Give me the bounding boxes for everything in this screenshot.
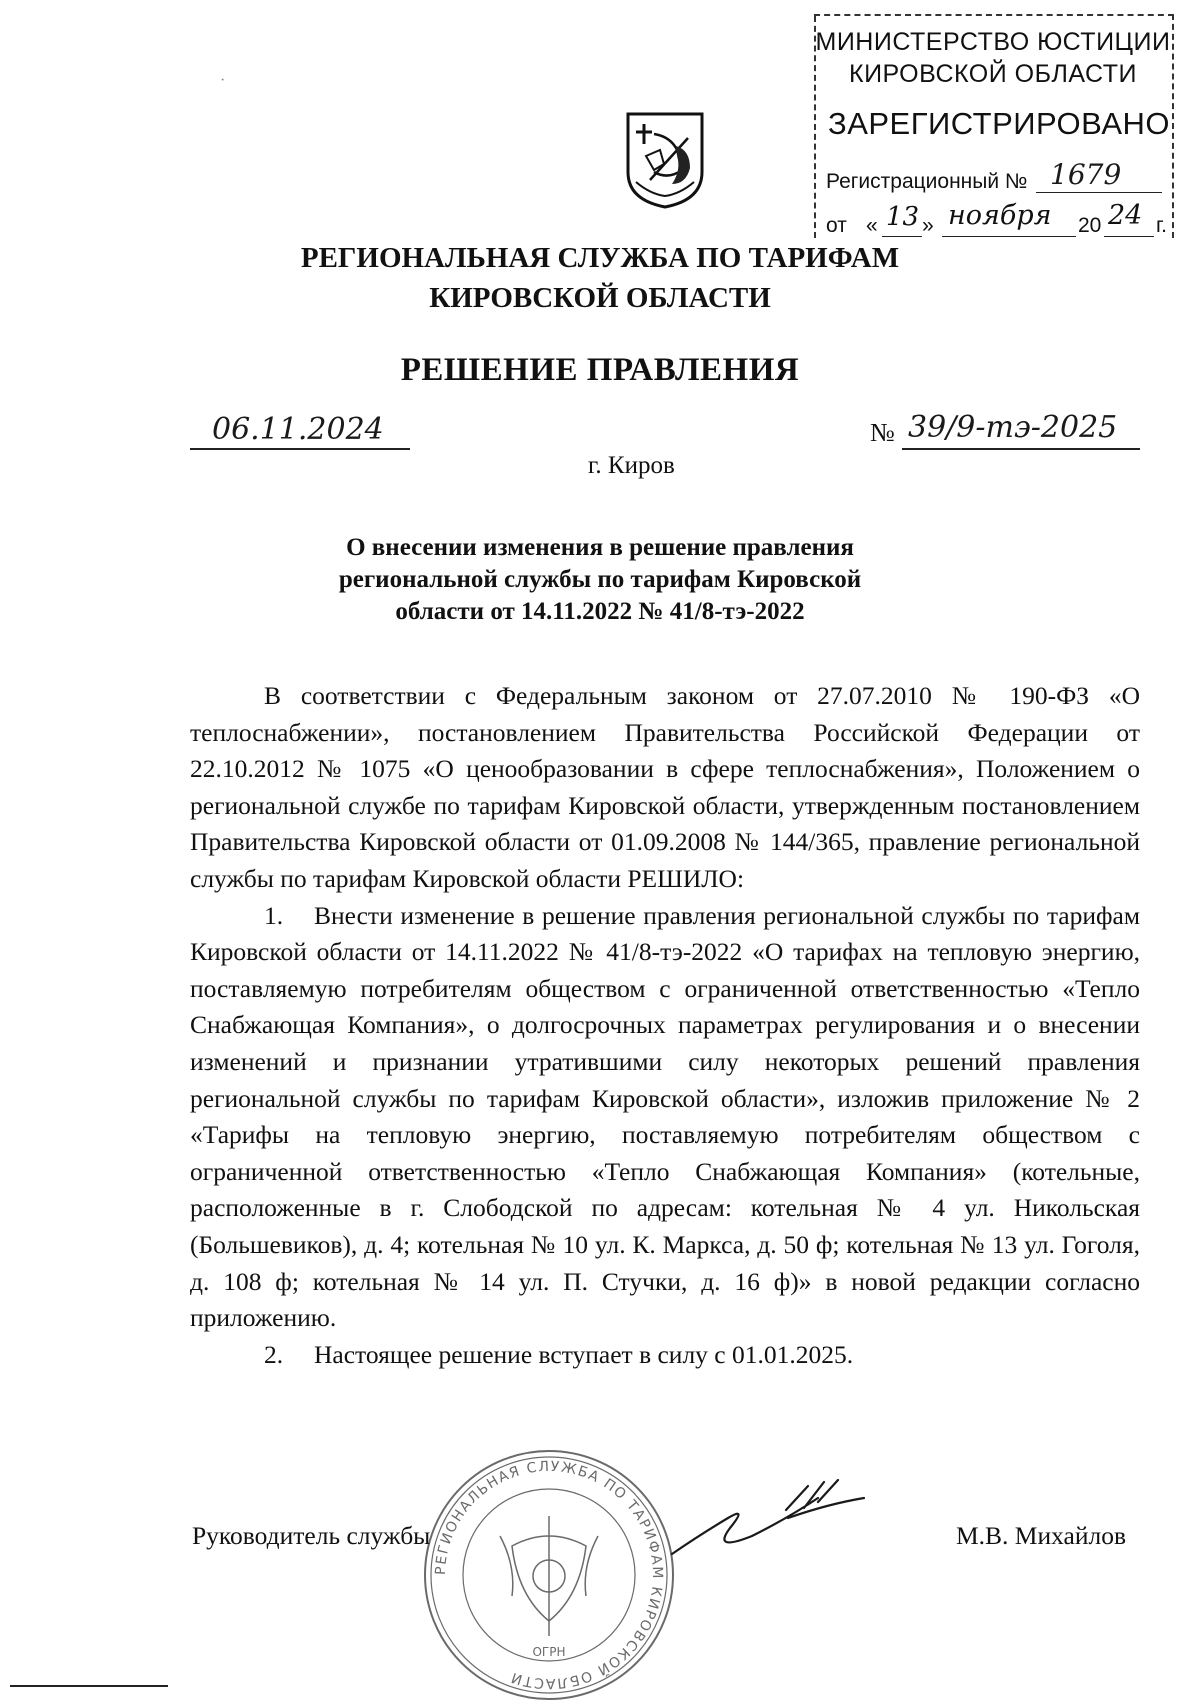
document-type-title: РЕШЕНИЕ ПРАВЛЕНИЯ bbox=[400, 352, 800, 388]
subject-line3: области от 14.11.2022 № 41/8-тэ-2022 bbox=[395, 598, 805, 625]
official-seal-icon bbox=[420, 1446, 678, 1704]
city: г. Киров bbox=[588, 452, 675, 479]
stamp-day: 13 bbox=[886, 202, 920, 232]
registration-stamp bbox=[814, 14, 1174, 238]
signatory-position: Руководитель службы bbox=[192, 1521, 431, 1550]
stamp-month-underline bbox=[942, 236, 1076, 237]
item-2-number: 2. bbox=[264, 1339, 284, 1369]
stamp-day-underline bbox=[882, 236, 922, 237]
stamp-reg-number: 1679 bbox=[1050, 158, 1122, 191]
item-2-text: Настоящее решение вступает в силу с 01.01.2025. bbox=[314, 1339, 854, 1369]
preamble-paragraph: В соответствии с Федеральным законом от 27.07.2010 № 190-ФЗ «О теплоснабжении», постановлением Правительства Российской Федерации от 22.10.2012 № 1075 «О ценообразовании в сфере теплоснабжения», Положением о региональной службе по тарифам Кировской области, утвержденным постановлением Правительства Кировской области от 01.09.2008 № 144/365, правление региональной службы по тарифам Кировской области РЕШИЛО: bbox=[190, 681, 1140, 893]
margin-mark: · bbox=[220, 72, 226, 89]
footer-rule bbox=[10, 1685, 168, 1687]
stamp-status: ЗАРЕГИСТРИРОВАНО bbox=[827, 106, 1170, 141]
stamp-region: КИРОВСКОЙ ОБЛАСТИ bbox=[849, 60, 1137, 88]
decision-date: 06.11.2024 bbox=[212, 412, 384, 447]
stamp-year-suffix: 24 bbox=[1108, 200, 1143, 231]
stamp-date-prefix: от bbox=[826, 214, 847, 237]
agency-name-line1: РЕГИОНАЛЬНАЯ СЛУЖБА ПО ТАРИФАМ bbox=[300, 242, 900, 274]
subject-line2: региональной службы по тарифам Кировской bbox=[338, 566, 862, 593]
item-1-number: 1. bbox=[264, 900, 284, 930]
decision-number-underline bbox=[902, 448, 1140, 450]
stamp-reg-underline bbox=[1036, 192, 1162, 193]
stamp-year-underline bbox=[1104, 236, 1154, 237]
stamp-ministry: МИНИСТЕРСТВО ЮСТИЦИИ bbox=[815, 28, 1171, 56]
decision-number: 39/9-тэ-2025 bbox=[908, 410, 1118, 445]
stamp-reg-label: Регистрационный № bbox=[826, 170, 1028, 193]
decision-date-underline bbox=[190, 448, 410, 450]
decision-subject bbox=[0, 532, 1200, 628]
signatory-name: М.В. Михайлов bbox=[956, 1521, 1127, 1550]
number-sign: № bbox=[870, 418, 895, 447]
seal-inner-text: ОГРН bbox=[532, 1645, 566, 1659]
stamp-quote-open: « bbox=[866, 214, 878, 237]
seal-ring-text: РЕГИОНАЛЬНАЯ СЛУЖБА ПО ТАРИФАМ КИРОВСКОЙ ОБЛАСТИ bbox=[432, 1458, 666, 1692]
stamp-year-unit: г. bbox=[1156, 214, 1167, 237]
item-1-paragraph bbox=[190, 898, 1140, 1337]
coat-of-arms-icon bbox=[624, 110, 706, 210]
item-2-paragraph bbox=[190, 1337, 1140, 1374]
stamp-year-prefix: 20 bbox=[1078, 214, 1102, 237]
handwritten-signature bbox=[668, 1458, 868, 1568]
stamp-quote-close: » bbox=[922, 214, 934, 237]
item-1-text: Внести изменение в решение правления региональной службы по тарифам Кировской области от 14.11.2022 № 41/8-тэ-2022 «О тарифах на тепловую энергию, поставляемую потребителям обществом с ограниченной ответственностью «Тепло Снабжающая Компания», о долгосрочных параметрах регулирования и о внесении изменений и признании утратившими силу некоторых решений правления региональной службы по тарифам Кировской области», изложив приложение № 2 «Тарифы на тепловую энергию, поставляемую потребителям обществом с ограниченной ответственностью «Тепло Снабжающая Компания» (котельные, расположенные в г. Слободской по адресам: котельная № 4 ул. Никольская (Большевиков), д. 4; котельная № 10 ул. К. Маркса, д. 50 ф; котельная № 13 ул. Гоголя, д. 108 ф; котельная № 14 ул. П. Стучки, д. 16 ф)» в новой редакции согласно приложению. bbox=[190, 900, 1140, 1333]
agency-name-line2: КИРОВСКОЙ ОБЛАСТИ bbox=[429, 282, 771, 314]
decision-body bbox=[190, 678, 1140, 1373]
subject-line1: О внесении изменения в решение правления bbox=[346, 534, 854, 561]
stamp-month: ноября bbox=[948, 200, 1052, 231]
